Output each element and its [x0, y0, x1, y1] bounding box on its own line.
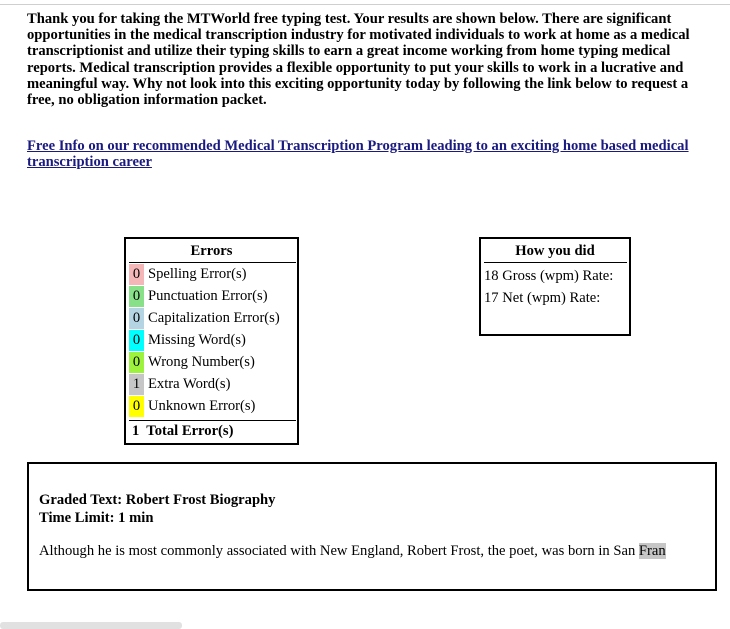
spelling-error-count: 0 — [129, 264, 144, 285]
missing-word-label: Missing Word(s) — [148, 332, 246, 348]
error-row-spelling — [129, 264, 247, 285]
time-limit: Time Limit: 1 min — [39, 510, 154, 526]
unknown-error-count: 0 — [129, 396, 144, 417]
errors-title: Errors — [190, 243, 233, 259]
error-row-punctuation — [129, 286, 268, 307]
graded-passage — [39, 542, 709, 560]
extra-word-count: 1 — [129, 374, 144, 395]
errors-title-divider — [129, 262, 296, 263]
intro-paragraph: Thank you for taking the MTWorld free typing test. Your results are shown below. There are significant opportunities in the medical transcription industry for motivated individuals to work at home as a medical transcriptionist and utilize their typing skills to earn a great income working from home typing medical reports. Medical transcription provides a flexible opportunity to put your skills to work in a lucrative and meaningful way. Why not look into this exciting opportunity today by following the link below to request a free, no obligation information packet. — [27, 11, 690, 109]
capitalization-error-count: 0 — [129, 308, 144, 329]
spelling-error-label: Spelling Error(s) — [148, 266, 247, 282]
wrong-number-count: 0 — [129, 352, 144, 373]
free-info-link[interactable]: Free Info on our recommended Medical Transcription Program leading to an exciting home based medical transcription career — [27, 138, 689, 171]
how-you-did-title: How you did — [515, 243, 595, 259]
graded-passage-text: Although he is most commonly associated with New England, Robert Frost, the poet, was born in San — [39, 543, 639, 559]
extra-word-label: Extra Word(s) — [148, 376, 231, 392]
how-you-did-table — [479, 237, 631, 336]
error-row-wrong-number — [129, 352, 255, 373]
punctuation-error-label: Punctuation Error(s) — [148, 288, 268, 304]
gross-rate: 18 Gross (wpm) Rate: — [484, 268, 614, 284]
total-errors-row — [132, 421, 233, 441]
graded-text-title: Graded Text: Robert Frost Biography — [39, 492, 276, 508]
unknown-error-label: Unknown Error(s) — [148, 398, 256, 414]
total-error-count: 1 — [132, 423, 140, 439]
error-row-extra-word — [129, 374, 230, 395]
top-divider — [0, 4, 730, 5]
error-row-missing-word — [129, 330, 246, 351]
wrong-number-label: Wrong Number(s) — [148, 354, 255, 370]
error-row-unknown — [129, 396, 255, 417]
horizontal-scrollbar[interactable] — [0, 622, 182, 629]
punctuation-error-count: 0 — [129, 286, 144, 307]
net-rate: 17 Net (wpm) Rate: — [484, 290, 601, 306]
error-row-capitalization — [129, 308, 280, 329]
extra-word-highlight: Fran — [638, 543, 666, 559]
capitalization-error-label: Capitalization Error(s) — [148, 310, 280, 326]
missing-word-count: 0 — [129, 330, 144, 351]
errors-table — [124, 237, 299, 445]
how-you-did-divider — [484, 262, 627, 263]
total-error-label: Total Error(s) — [146, 423, 234, 439]
graded-text-panel — [27, 462, 717, 591]
